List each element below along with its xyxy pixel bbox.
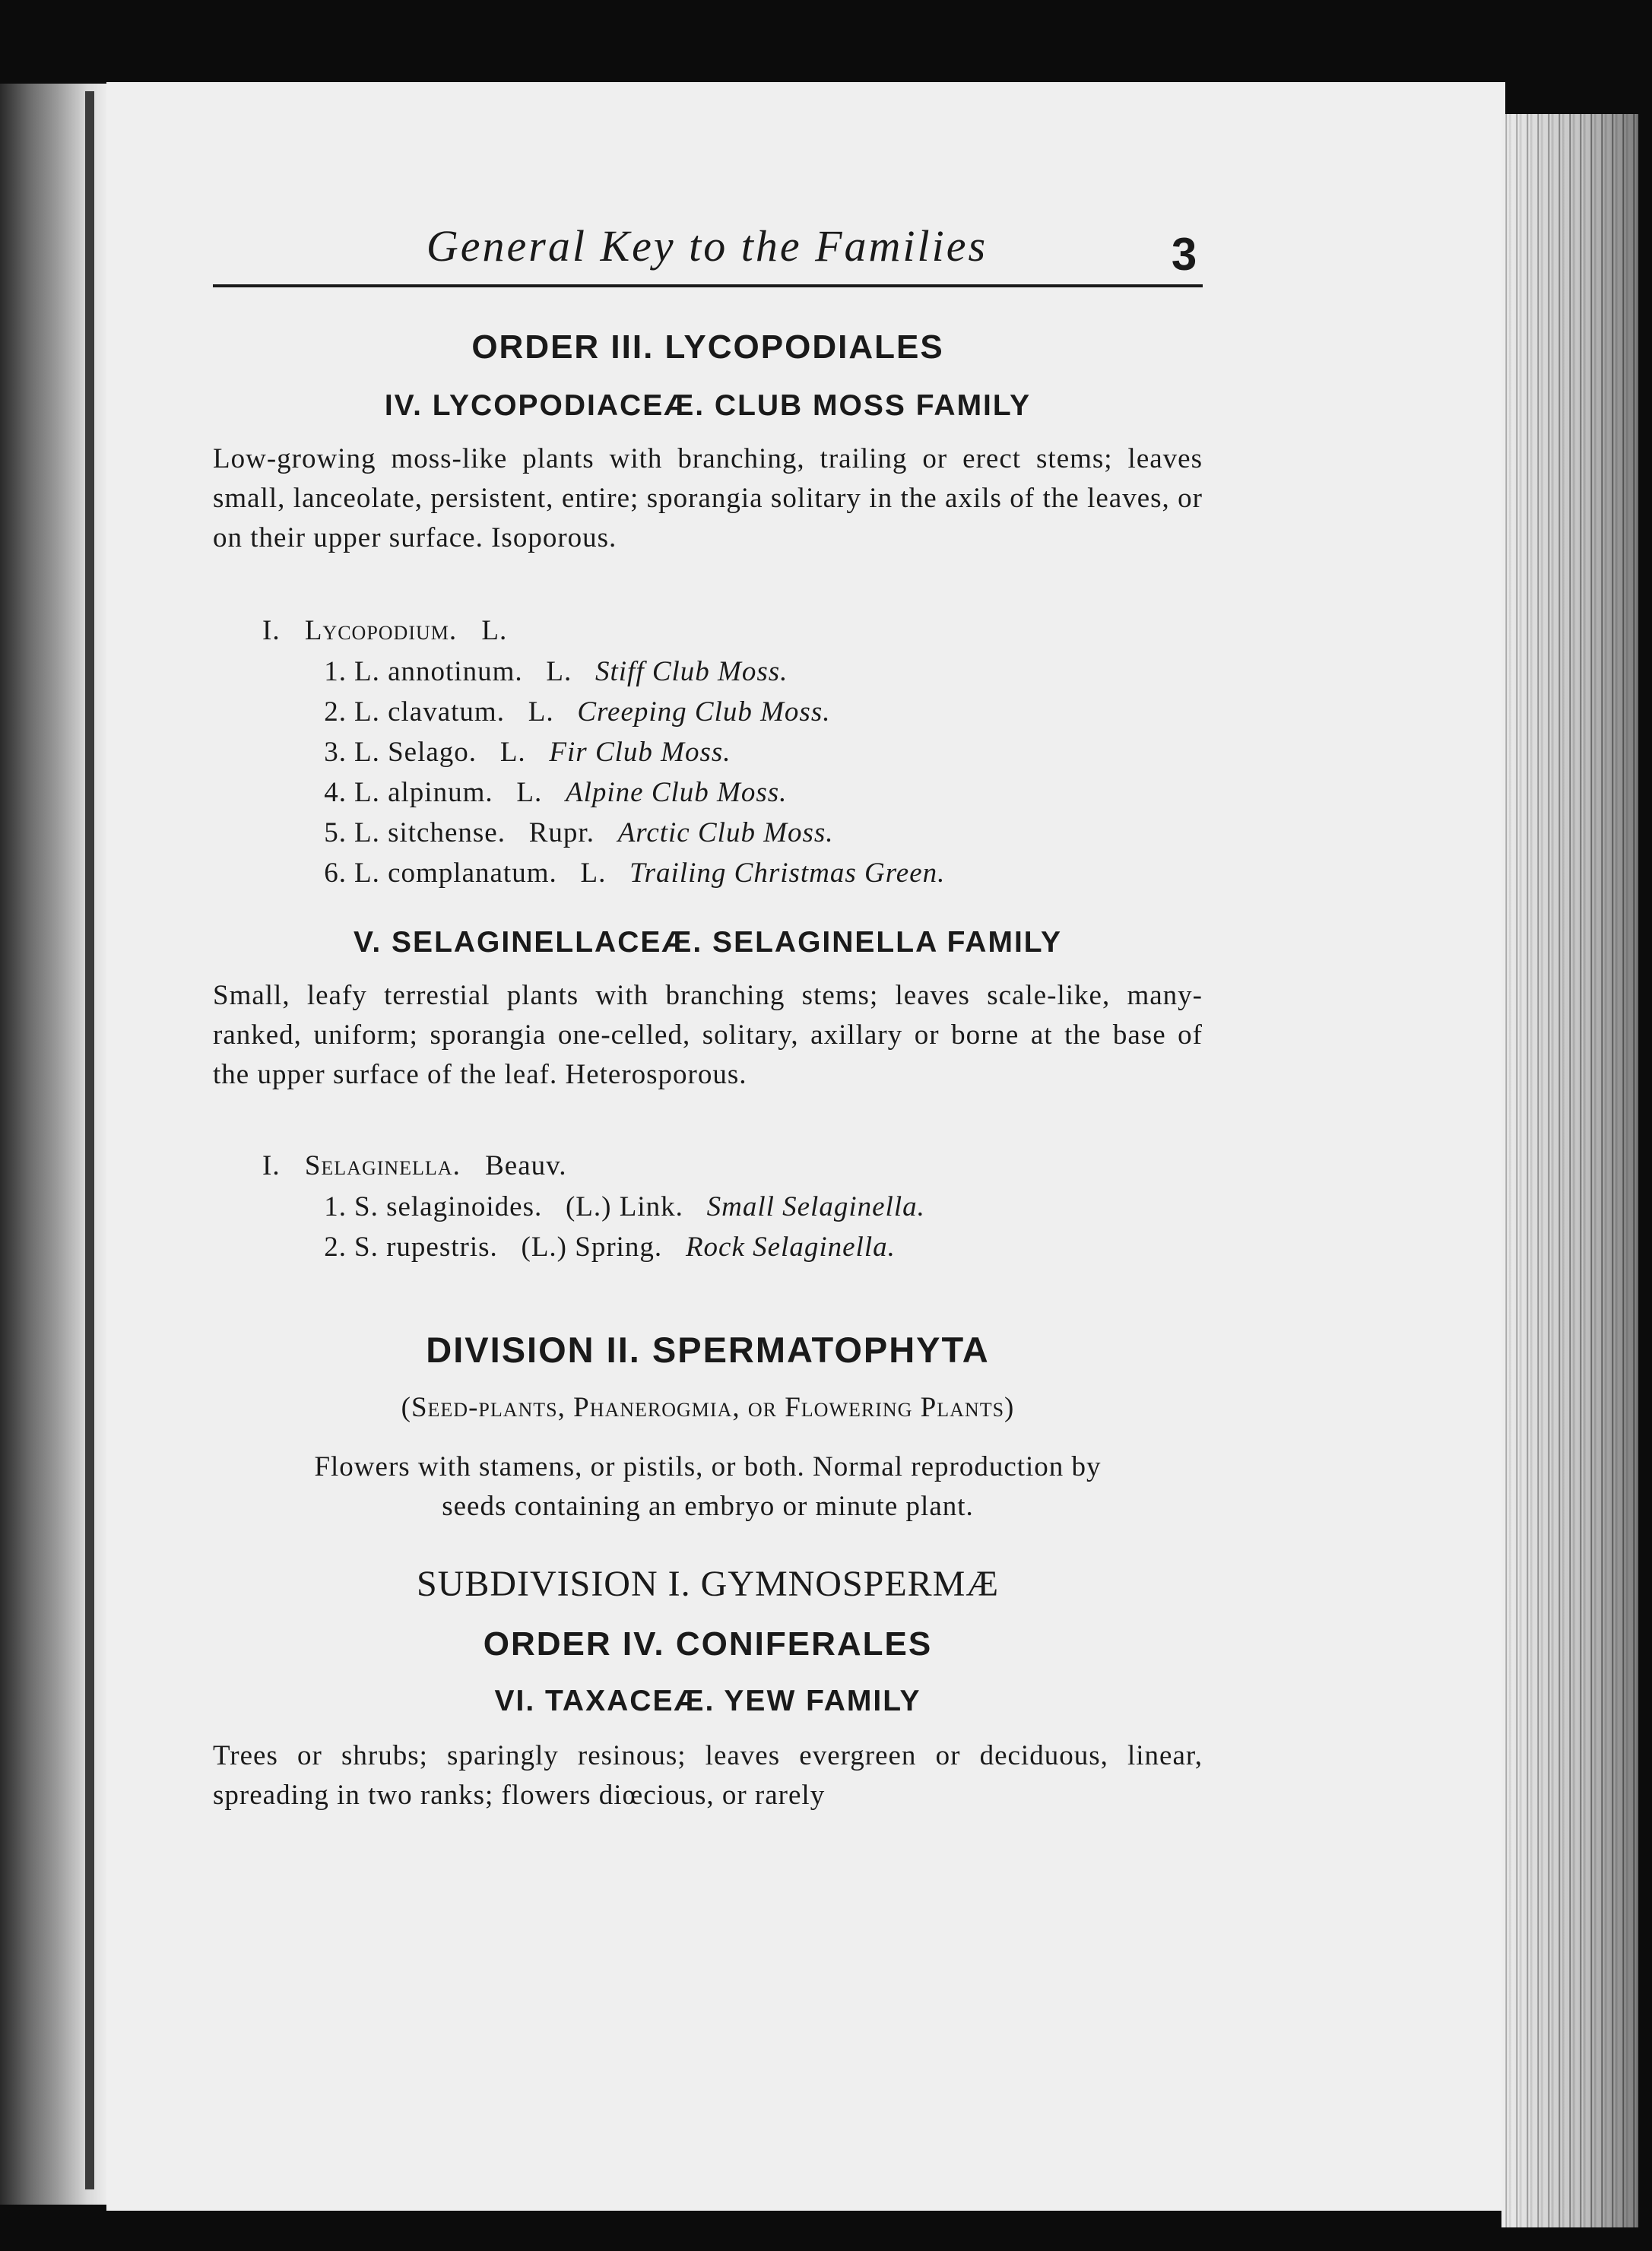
species-common-name: Alpine Club Moss. [565, 777, 788, 808]
genus-numeral: I. [262, 1150, 281, 1181]
species-name: L. Selago. [354, 737, 477, 768]
species-author: L. [546, 656, 572, 687]
family-heading-taxaceae: VI. TAXACEÆ. YEW FAMILY [494, 1685, 921, 1717]
division-description-line1: Flowers with stamens, or pistils, or both. Normal reproduction by [314, 1451, 1102, 1482]
page-stack-shadow [1501, 114, 1638, 2227]
species-author: L. [528, 696, 554, 728]
species-author: L. [580, 858, 607, 889]
species-name: L. alpinum. [354, 777, 493, 808]
species-entry [304, 776, 787, 809]
division-description-line2: seeds containing an embryo or minute plant. [442, 1491, 974, 1522]
species-number: 1. [324, 1191, 347, 1222]
species-entry [304, 696, 831, 728]
species-name: L. annotinum. [354, 656, 523, 687]
species-common-name: Arctic Club Moss. [617, 817, 834, 848]
species-entry [304, 1231, 896, 1263]
genus-author: L. [481, 615, 508, 646]
family-heading-lycopodiaceae: IV. LYCOPODIACEÆ. CLUB MOSS FAMILY [384, 389, 1032, 422]
species-common-name: Small Selaginella. [706, 1191, 925, 1222]
running-head: General Key to the Families [426, 221, 988, 271]
genus-entry-selaginella [262, 1149, 566, 1182]
species-name: L. complanatum. [354, 858, 557, 889]
species-common-name: Fir Club Moss. [549, 737, 731, 768]
species-author: (L.) Spring. [521, 1232, 663, 1263]
order-heading: ORDER III. LYCOPODIALES [471, 328, 944, 366]
division-heading: DIVISION II. SPERMATOPHYTA [426, 1330, 990, 1370]
species-author: Rupr. [528, 817, 595, 848]
species-entry [304, 816, 834, 849]
species-number: 3. [324, 737, 347, 768]
species-common-name: Rock Selaginella. [685, 1232, 896, 1263]
book-gutter [85, 91, 94, 2189]
family-description-selaginellaceae: Small, leafy terrestial plants with branching stems; leaves scale-like, many-ranked, uniform; sporangia one-celled, solitary, axillary or borne at the base of the upper surface of the leaf. Heterosporous. [213, 980, 1203, 1090]
species-number: 4. [324, 777, 347, 808]
genus-name: Lycopodium. [304, 615, 458, 646]
subdivision-heading: SUBDIVISION I. GYMNOSPERMÆ [416, 1564, 1000, 1604]
species-author: L. [499, 737, 526, 768]
family-description-taxaceae: Trees or shrubs; sparingly resinous; leaves evergreen or deciduous, linear, spreading in two ranks; flowers diœcious, or rarely [213, 1740, 1203, 1811]
species-common-name: Creeping Club Moss. [577, 696, 831, 728]
header-rule [213, 284, 1203, 287]
species-entry [304, 736, 731, 769]
genus-numeral: I. [262, 615, 281, 646]
genus-entry-lycopodium [262, 614, 507, 647]
species-name: L. clavatum. [354, 696, 505, 728]
species-entry [304, 857, 945, 889]
species-common-name: Stiff Club Moss. [595, 656, 788, 687]
family-description-lycopodiaceae: Low-growing moss-like plants with branching, trailing or erect stems; leaves small, lanceolate, persistent, entire; sporangia solitary in the axils of the leaves, or on their upper surface. Isoporous. [213, 443, 1203, 553]
page-number: 3 [1171, 229, 1197, 280]
species-entry [304, 1190, 925, 1223]
family-heading-selaginellaceae: V. SELAGINELLACEÆ. SELAGINELLA FAMILY [353, 926, 1063, 959]
species-author: L. [516, 777, 543, 808]
species-name: L. sitchense. [354, 817, 506, 848]
species-number: 5. [324, 817, 347, 848]
species-entry [304, 655, 788, 688]
species-name: S. selaginoides. [354, 1191, 543, 1222]
species-number: 6. [324, 858, 347, 889]
order-heading-coniferales: ORDER IV. CONIFERALES [483, 1625, 933, 1663]
genus-name: Selaginella. [304, 1150, 461, 1181]
species-name: S. rupestris. [354, 1232, 498, 1263]
division-subtitle: (Seed-plants, Phanerogmia, or Flowering Plants) [401, 1392, 1015, 1423]
species-common-name: Trailing Christmas Green. [629, 858, 946, 889]
species-number: 2. [324, 696, 347, 728]
species-number: 1. [324, 656, 347, 687]
species-number: 2. [324, 1232, 347, 1263]
species-author: (L.) Link. [565, 1191, 683, 1222]
genus-author: Beauv. [485, 1150, 567, 1181]
